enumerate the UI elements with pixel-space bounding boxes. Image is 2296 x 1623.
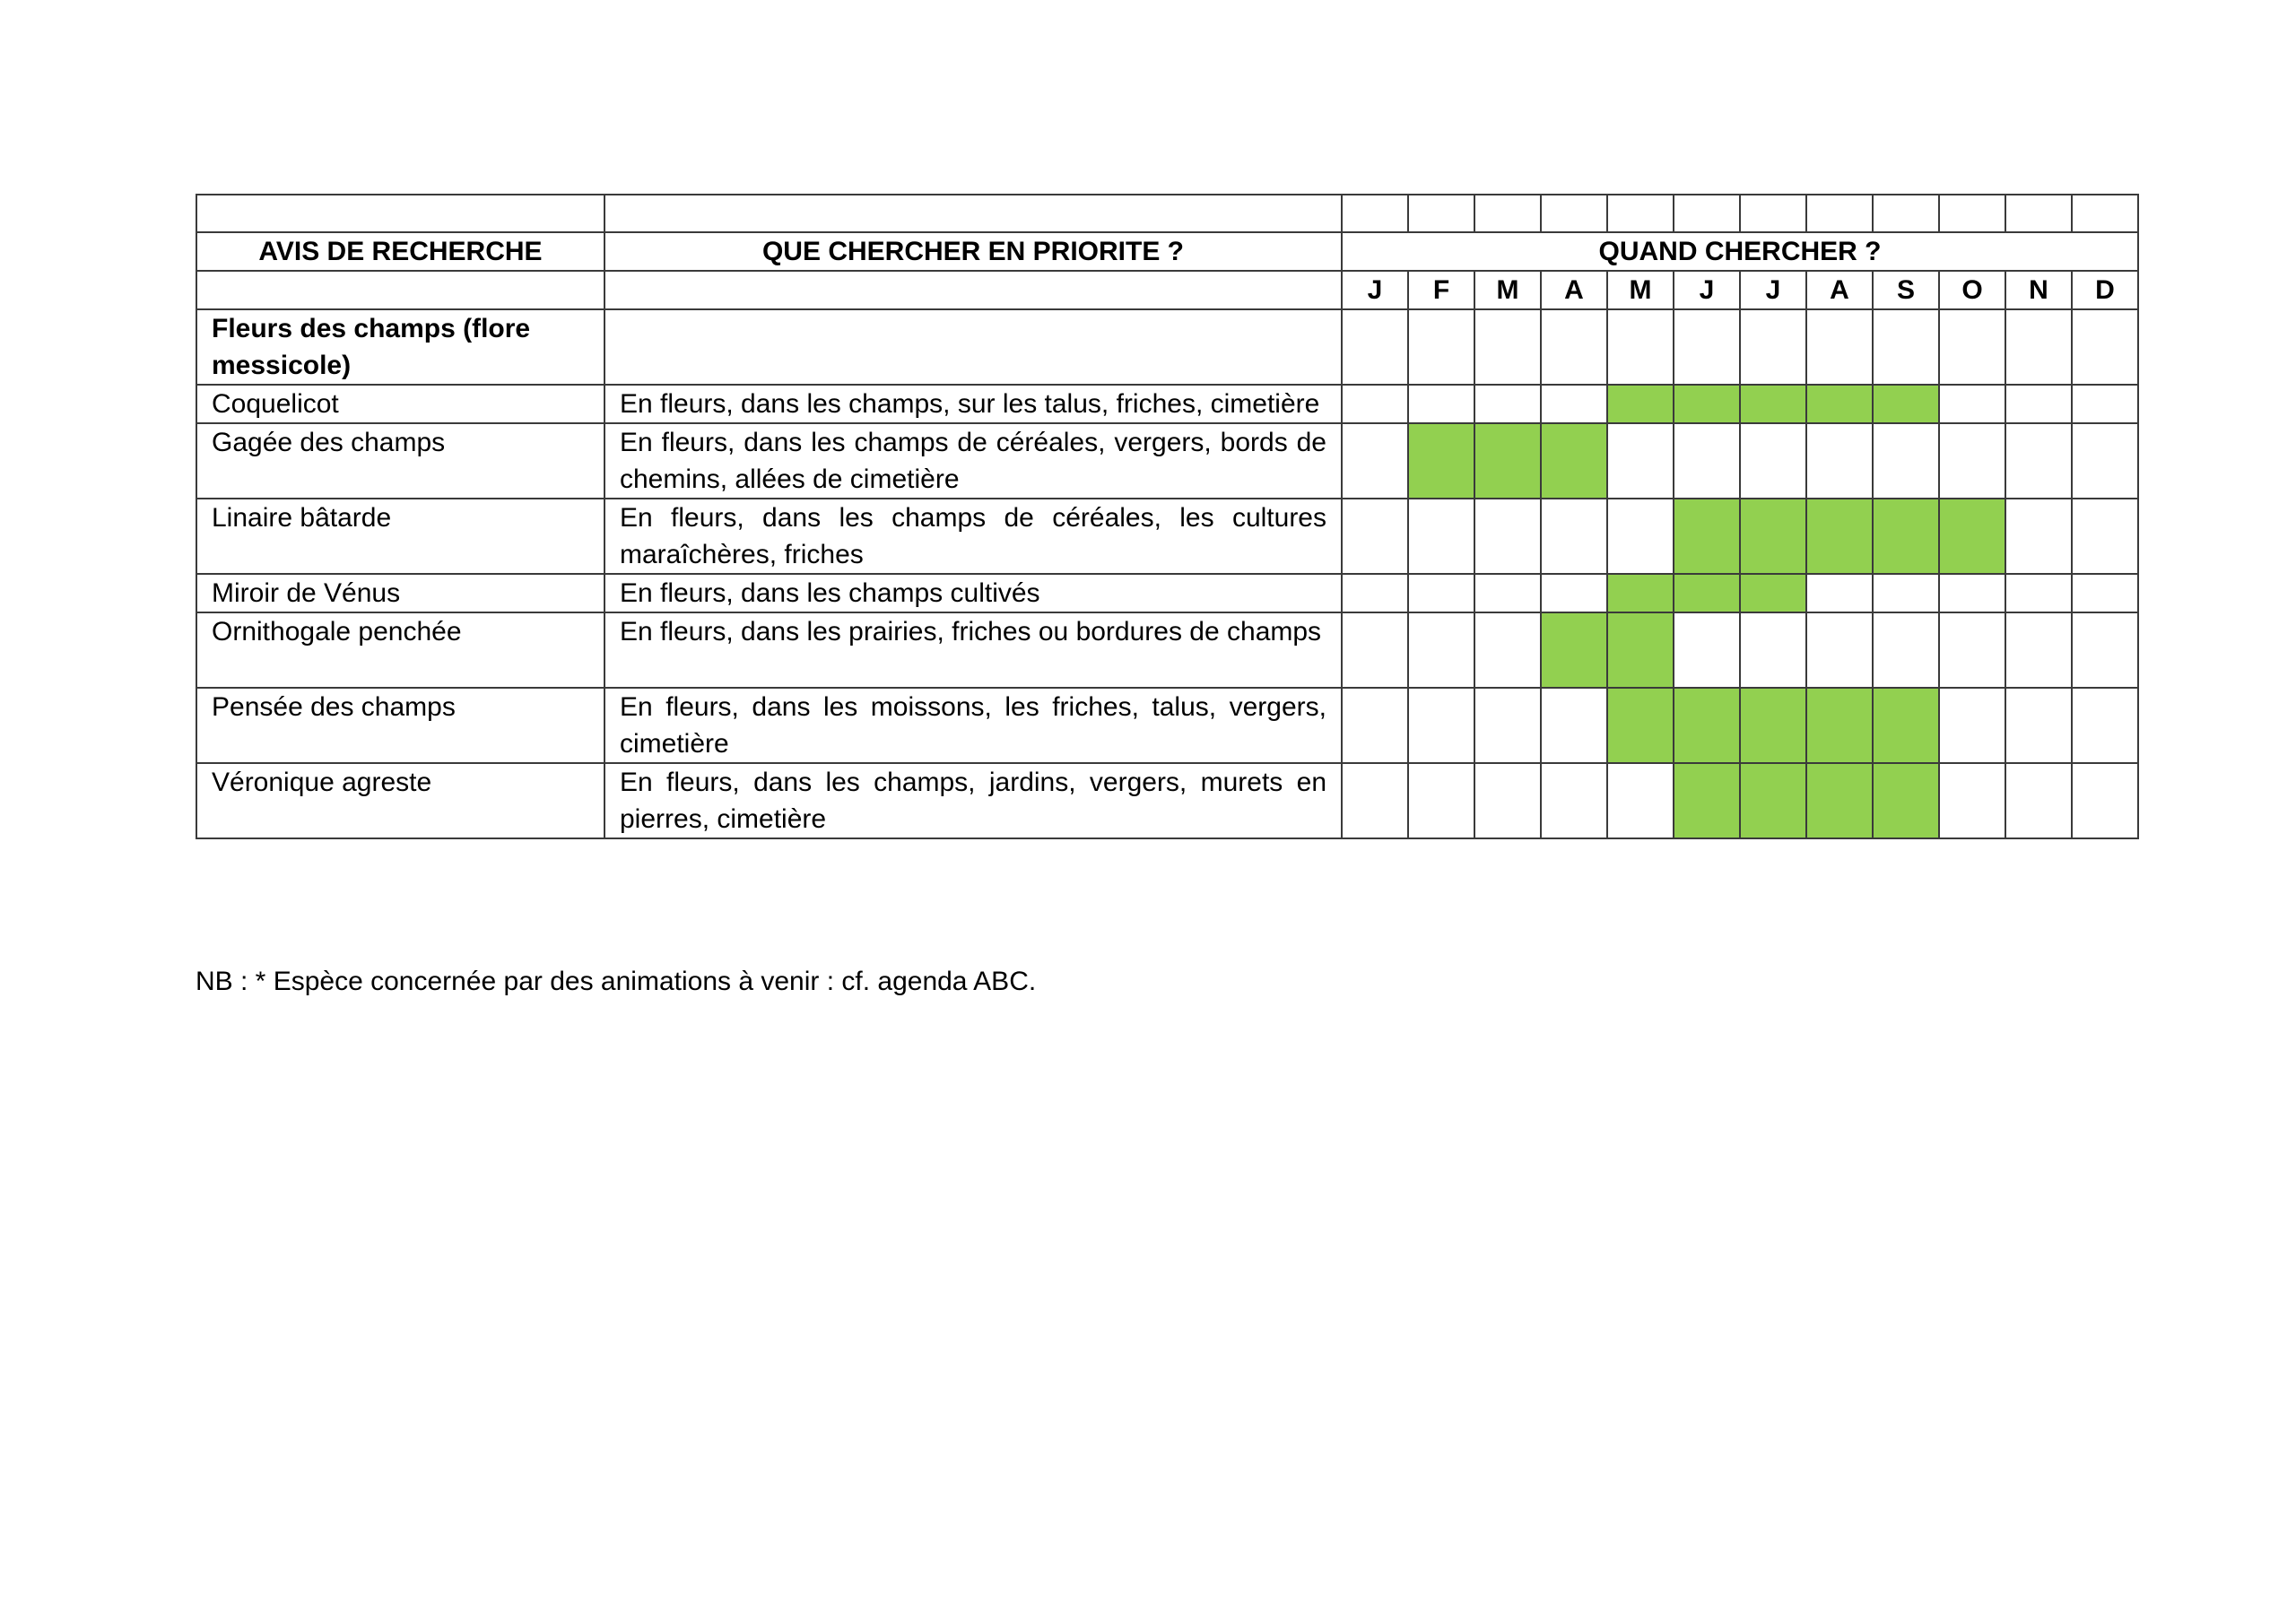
month-cell (1873, 423, 1939, 499)
observation-calendar-table (196, 194, 2139, 839)
month-oct: O (1939, 271, 2005, 309)
month-cell (2072, 499, 2138, 574)
month-cell-active (1939, 499, 2005, 574)
what-to-look-for: En fleurs, dans les champs, jardins, vergers, murets en pierres, cimetière (604, 763, 1342, 838)
month-cell-active (1408, 423, 1474, 499)
month-nov: N (2005, 271, 2072, 309)
month-cell (1873, 574, 1939, 612)
species-column-header: AVIS DE RECHERCHE (196, 232, 604, 271)
month-cell (1939, 763, 2005, 838)
species-name: Véronique agreste (196, 763, 604, 838)
month-cell-active (1873, 499, 1939, 574)
when-column-header: QUAND CHERCHER ? (1342, 232, 2138, 271)
month-jul: J (1740, 271, 1806, 309)
month-cell-active (1674, 574, 1740, 612)
month-cell (1674, 612, 1740, 688)
month-cell (1873, 612, 1939, 688)
month-cell-active (1806, 499, 1873, 574)
month-cell (1408, 499, 1474, 574)
month-cell (1939, 423, 2005, 499)
section-title: Fleurs des champs (flore messicole) (196, 309, 604, 385)
month-cell (1474, 612, 1541, 688)
month-cell (1408, 385, 1474, 423)
month-cell (2005, 574, 2072, 612)
species-name: Linaire bâtarde (196, 499, 604, 574)
month-cell (1806, 574, 1873, 612)
table-row (196, 763, 2138, 838)
month-cell-active (1541, 423, 1607, 499)
month-cell (1541, 574, 1607, 612)
month-cell (2005, 423, 2072, 499)
month-cell-active (1674, 688, 1740, 763)
month-cell-active (1873, 688, 1939, 763)
month-cell (1939, 385, 2005, 423)
footnote: NB : * Espèce concernée par des animations à venir : cf. agenda ABC. (196, 967, 1037, 996)
month-cell-active (1674, 385, 1740, 423)
month-cell (2072, 423, 2138, 499)
month-cell-active (1740, 574, 1806, 612)
month-cell (1541, 385, 1607, 423)
month-cell (2005, 612, 2072, 688)
header-row (196, 232, 2138, 271)
month-cell (1541, 688, 1607, 763)
what-to-look-for: En fleurs, dans les champs de céréales, vergers, bords de chemins, allées de cimetière (604, 423, 1342, 499)
months-row (196, 271, 2138, 309)
month-cell (2072, 385, 2138, 423)
month-cell-active (1740, 688, 1806, 763)
month-cell (1607, 423, 1674, 499)
month-cell-active (1674, 763, 1740, 838)
month-cell (1474, 763, 1541, 838)
species-name: Gagée des champs (196, 423, 604, 499)
month-cell (1408, 763, 1474, 838)
month-cell (1342, 423, 1408, 499)
month-feb: F (1408, 271, 1474, 309)
month-cell (1939, 688, 2005, 763)
month-cell (1939, 612, 2005, 688)
month-cell (2005, 385, 2072, 423)
month-cell (1740, 423, 1806, 499)
what-to-look-for: En fleurs, dans les moissons, les friches, talus, vergers, cimetière (604, 688, 1342, 763)
month-cell (2005, 763, 2072, 838)
table-row (196, 688, 2138, 763)
month-cell-active (1873, 763, 1939, 838)
month-cell (2072, 612, 2138, 688)
what-to-look-for: En fleurs, dans les champs de céréales, les cultures maraîchères, friches (604, 499, 1342, 574)
month-cell (1408, 688, 1474, 763)
month-cell-active (1806, 688, 1873, 763)
month-cell (1408, 574, 1474, 612)
what-to-look-for: En fleurs, dans les champs cultivés (604, 574, 1342, 612)
month-cell (1541, 499, 1607, 574)
month-cell (2072, 763, 2138, 838)
month-cell (1607, 763, 1674, 838)
month-cell (1474, 574, 1541, 612)
month-cell-active (1806, 763, 1873, 838)
month-apr: A (1541, 271, 1607, 309)
month-jan: J (1342, 271, 1408, 309)
what-to-look-for: En fleurs, dans les prairies, friches ou bordures de champs (604, 612, 1342, 688)
month-cell (2005, 688, 2072, 763)
table-row (196, 423, 2138, 499)
month-cell-active (1607, 612, 1674, 688)
species-name: Miroir de Vénus (196, 574, 604, 612)
month-cell-active (1740, 385, 1806, 423)
month-mar: M (1474, 271, 1541, 309)
month-cell (1674, 423, 1740, 499)
month-dec: D (2072, 271, 2138, 309)
month-cell-active (1674, 499, 1740, 574)
month-cell (1342, 499, 1408, 574)
month-cell-active (1740, 763, 1806, 838)
month-cell-active (1474, 423, 1541, 499)
month-cell (1474, 688, 1541, 763)
month-cell (1408, 612, 1474, 688)
month-cell (1806, 423, 1873, 499)
month-sep: S (1873, 271, 1939, 309)
table-row (196, 499, 2138, 574)
month-cell (1342, 574, 1408, 612)
month-cell (1740, 612, 1806, 688)
what-to-look-for: En fleurs, dans les champs, sur les talus, friches, cimetière (604, 385, 1342, 423)
month-cell (1806, 612, 1873, 688)
month-cell (1342, 385, 1408, 423)
month-cell (2005, 499, 2072, 574)
month-cell (1342, 688, 1408, 763)
blank-top-row (196, 195, 2138, 232)
month-cell (1342, 612, 1408, 688)
table-row (196, 574, 2138, 612)
month-cell (2072, 688, 2138, 763)
month-cell-active (1806, 385, 1873, 423)
month-may: M (1607, 271, 1674, 309)
month-cell-active (1607, 688, 1674, 763)
species-name: Ornithogale penchée (196, 612, 604, 688)
what-column-header: QUE CHERCHER EN PRIORITE ? (604, 232, 1342, 271)
month-cell (1541, 763, 1607, 838)
month-cell (1474, 499, 1541, 574)
month-jun: J (1674, 271, 1740, 309)
section-row (196, 309, 2138, 385)
month-cell (1342, 763, 1408, 838)
month-cell-active (1607, 574, 1674, 612)
month-cell-active (1873, 385, 1939, 423)
table-body (196, 195, 2138, 838)
month-cell (1939, 574, 2005, 612)
month-cell-active (1607, 385, 1674, 423)
month-cell (1474, 385, 1541, 423)
month-cell (2072, 574, 2138, 612)
month-cell (1607, 499, 1674, 574)
species-name: Pensée des champs (196, 688, 604, 763)
table-row (196, 385, 2138, 423)
month-cell-active (1740, 499, 1806, 574)
species-name: Coquelicot (196, 385, 604, 423)
month-aug: A (1806, 271, 1873, 309)
month-cell-active (1541, 612, 1607, 688)
table-row (196, 612, 2138, 688)
